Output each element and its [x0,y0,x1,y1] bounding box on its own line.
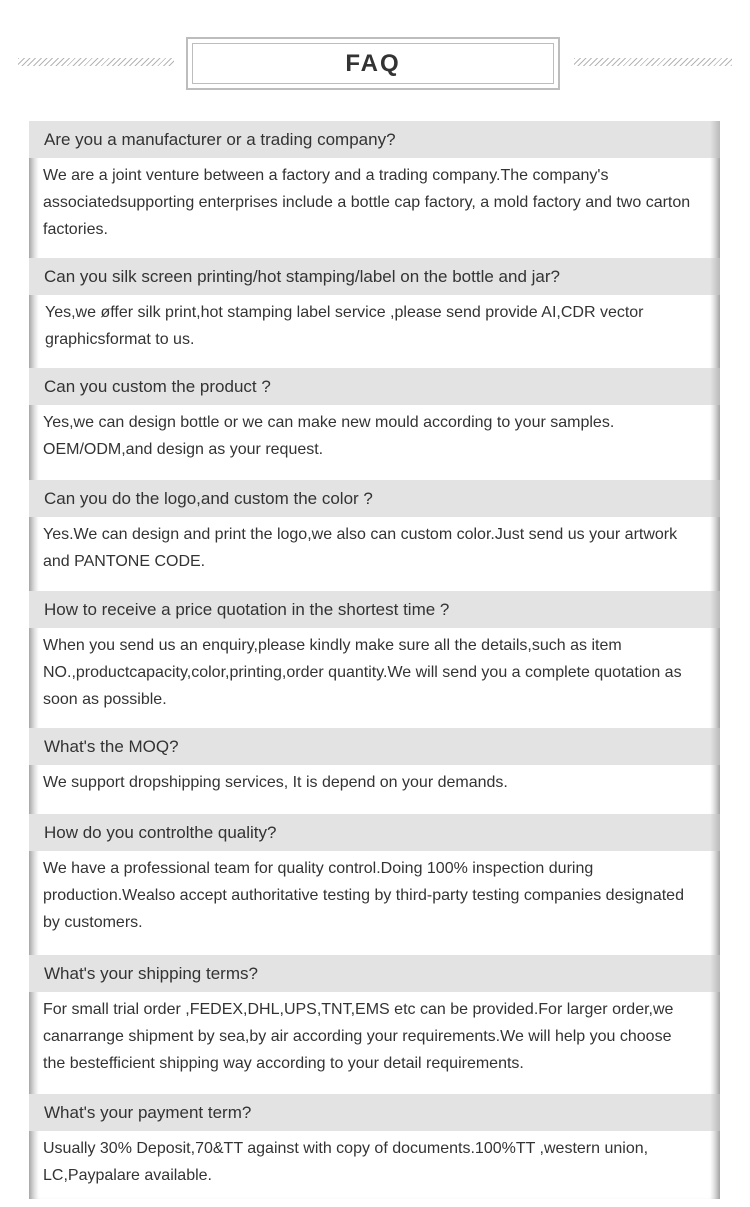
faq-question: Can you custom the product ? [29,368,720,405]
faq-answer: We are a joint venture between a factory and a trading company.The company's associatedsupporting enterprises include a bottle cap factory, a mold factory and two carton factories. [43,167,691,238]
faq-answer: We have a professional team for quality control.Doing 100% inspection during production.Wealso accept authoritative testing by third-party testing companies designated by customers. [43,860,684,931]
faq-answer: When you send us an enquiry,please kindly make sure all the details,such as item NO.,productcapacity,color,printing,order quantity.We will send you a complete quotation as soon as possible. [43,637,682,708]
decorative-hatch-left [18,58,174,66]
faq-question: Can you do the logo,and custom the color ? [29,480,720,517]
faq-list [29,121,720,1199]
faq-question: How do you controlthe quality? [29,814,720,851]
faq-answer: For small trial order ,FEDEX,DHL,UPS,TNT,EMS etc can be provided.For larger order,we canarrange shipment by sea,by air according your requirements.We will help you choose the bestefficient shipping way according to your detail requirements. [43,1001,674,1072]
faq-answer: We support dropshipping services, It is depend on your demands. [43,774,508,791]
title-frame [186,37,560,90]
faq-answer: Yes.We can design and print the logo,we also can custom color.Just send us your artwork and PANTONE CODE. [43,526,678,570]
faq-answer: Yes,we can design bottle or we can make new mould according to your samples. OEM/ODM,and design as your request. [43,414,615,458]
faq-answer: Yes,we øffer silk print,hot stamping label service ,please send provide AI,CDR vector graphicsformat to us. [45,304,644,348]
faq-question: Are you a manufacturer or a trading company? [29,121,720,158]
faq-question: What's the MOQ? [29,728,720,765]
faq-header [0,0,750,121]
decorative-hatch-right [574,58,732,66]
faq-question: Can you silk screen printing/hot stamping/label on the bottle and jar? [29,258,720,295]
faq-question: What's your payment term? [29,1094,720,1131]
page-title: FAQ [192,43,554,84]
faq-answer: Usually 30% Deposit,70&TT against with copy of documents.100%TT ,western union, LC,Paypalare available. [43,1140,649,1184]
faq-question: What's your shipping terms? [29,955,720,992]
faq-question: How to receive a price quotation in the shortest time ? [29,591,720,628]
